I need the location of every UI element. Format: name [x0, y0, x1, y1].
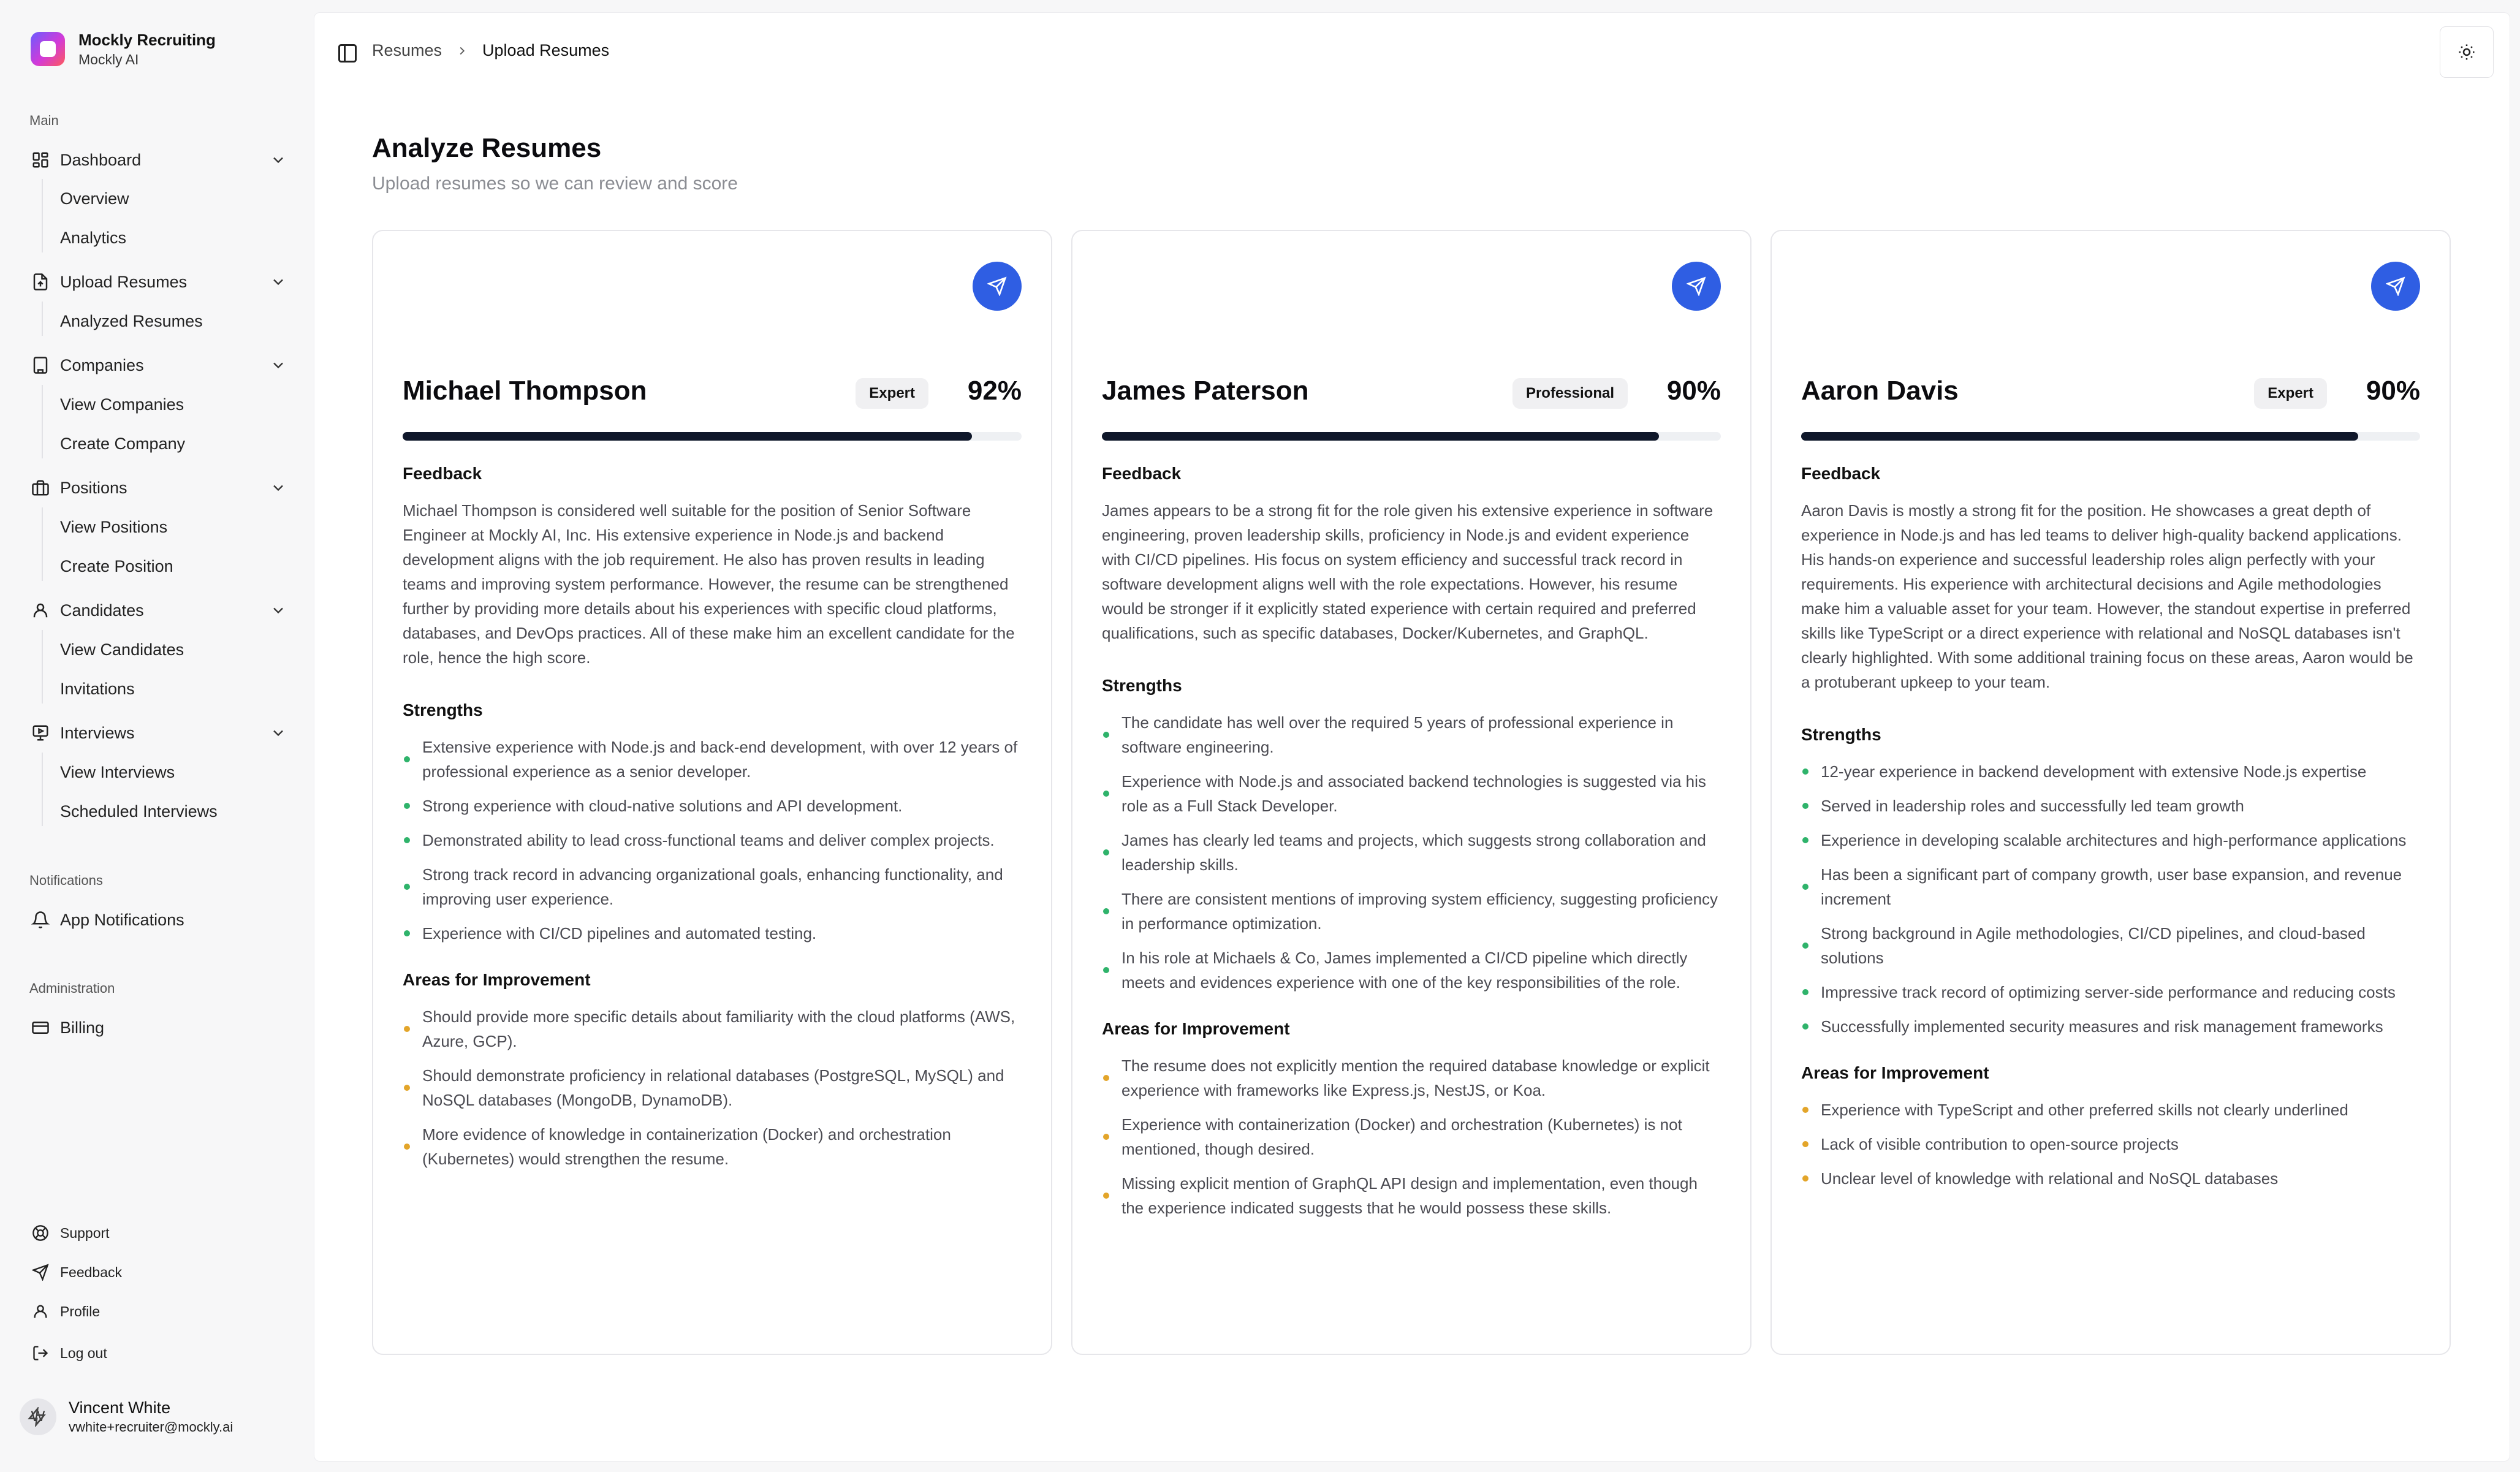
- feedback-heading: Feedback: [1102, 464, 1182, 483]
- improvement-item: Missing explicit mention of GraphQL API design and implementation, even though the experience indicated suggests that he would possess these skills.: [1102, 1171, 1721, 1220]
- sidebar-subitem-view-positions[interactable]: View Positions: [60, 518, 168, 536]
- send-icon: [987, 276, 1007, 296]
- chevron-down-icon[interactable]: [270, 602, 287, 619]
- sidebar-item-label: Companies: [60, 355, 144, 374]
- feedback-label: Feedback: [60, 1264, 123, 1280]
- submenu-line: [42, 179, 43, 252]
- match-score: 90%: [1666, 376, 1721, 406]
- strength-item: Impressive track record of optimizing server-side performance and reducing costs: [1801, 980, 2420, 1004]
- breadcrumb-resumes[interactable]: Resumes: [372, 41, 442, 59]
- improvements-list: [1801, 1098, 2420, 1191]
- send-icon: [29, 1261, 51, 1283]
- sidebar-feedback-link[interactable]: [29, 1260, 122, 1284]
- strengths-list: [403, 735, 1022, 946]
- send-button[interactable]: [973, 262, 1022, 311]
- strength-item: Strong background in Agile methodologies, CI/CD pipelines, and cloud-based solutions: [1801, 921, 2420, 970]
- card-content: [403, 464, 1022, 1181]
- chevron-down-icon[interactable]: [270, 724, 287, 742]
- improvement-item: Experience with TypeScript and other preferred skills not clearly underlined: [1801, 1098, 2420, 1122]
- users-icon: [29, 599, 51, 621]
- sidebar-item-label: Billing: [60, 1018, 105, 1037]
- main-panel: [314, 12, 2510, 1462]
- match-score: 92%: [967, 376, 1022, 406]
- page-subtitle: Upload resumes so we can review and score: [372, 173, 738, 194]
- strength-item: Experience in developing scalable architectures and high-performance applications: [1801, 828, 2420, 852]
- improvement-item: Should provide more specific details about familiarity with the cloud platforms (AWS, Azure, GCP).: [403, 1004, 1022, 1053]
- score-progress-bar: [1801, 432, 2420, 441]
- submenu-line: [42, 507, 43, 581]
- strength-item: There are consistent mentions of improving system efficiency, suggesting proficiency in performance optimization.: [1102, 887, 1721, 936]
- profile-label: Profile: [60, 1303, 101, 1319]
- bell-ring-icon: [29, 909, 51, 931]
- sidebar: [0, 0, 313, 1472]
- sidebar-subitem-view-companies[interactable]: View Companies: [60, 395, 184, 414]
- score-progress-fill: [1801, 432, 2358, 441]
- score-progress-fill: [1102, 432, 1659, 441]
- brand-logo-icon: [31, 32, 65, 66]
- improvement-heading: Areas for Improvement: [1801, 1063, 1989, 1082]
- sidebar-item-interviews[interactable]: [29, 717, 287, 749]
- life-buoy-icon: [29, 1222, 51, 1244]
- sidebar-item-positions[interactable]: [29, 472, 287, 504]
- strength-item: In his role at Michaels & Co, James implemented a CI/CD pipeline which directly meets and evidences experience with one of the key responsibilities of the role.: [1102, 946, 1721, 995]
- improvement-item: Should demonstrate proficiency in relational databases (PostgreSQL, MySQL) and NoSQL databases (MongoDB, DynamoDB).: [403, 1063, 1022, 1112]
- improvement-item: More evidence of knowledge in containerization (Docker) and orchestration (Kubernetes) would strengthen the resume.: [403, 1122, 1022, 1171]
- feedback-heading: Feedback: [1801, 464, 1881, 483]
- send-icon: [2386, 276, 2405, 296]
- chevron-down-icon[interactable]: [270, 357, 287, 374]
- submenu-line: [42, 302, 43, 336]
- sidebar-subitem-view-interviews[interactable]: View Interviews: [60, 763, 175, 781]
- sidebar-subitem-scheduled-interviews[interactable]: Scheduled Interviews: [60, 802, 218, 821]
- feedback-text: Aaron Davis is mostly a strong fit for the position. He showcases a great depth of experience in Node.js and has led teams to deliver high-quality backend applications. His hands-on experience and successful leadership roles align perfectly with your requirements. His experience with architectural decisions and Agile methodologies make him a valuable asset for your team. However, the standout expertise in preferred skills like TypeScript or a direct experience with relational and NoSQL databases isn't clearly highlighted. With some additional training focus on these areas, Aaron would be a protuberant upkeep to your team.: [1801, 501, 2413, 691]
- improvement-heading: Areas for Improvement: [1102, 1019, 1290, 1038]
- improvement-heading: Areas for Improvement: [403, 970, 591, 989]
- zap-icon: [27, 1407, 47, 1427]
- user-profile[interactable]: [20, 1397, 233, 1436]
- top-bar: [314, 13, 2510, 93]
- sidebar-logout-link[interactable]: [29, 1341, 107, 1365]
- file-upload-icon: [29, 271, 51, 293]
- submenu-line: [42, 385, 43, 458]
- strength-item: Strong experience with cloud-native solutions and API development.: [403, 794, 1022, 818]
- sidebar-profile-link[interactable]: [29, 1299, 100, 1324]
- improvement-item: Unclear level of knowledge with relational and NoSQL databases: [1801, 1166, 2420, 1191]
- building-icon: [29, 354, 51, 376]
- strengths-heading: Strengths: [1102, 676, 1182, 695]
- level-badge: Expert: [2254, 378, 2327, 409]
- credit-card-icon: [29, 1017, 51, 1039]
- score-progress-bar: [403, 432, 1022, 441]
- send-icon: [1687, 276, 1706, 296]
- sidebar-item-candidates[interactable]: [29, 594, 287, 626]
- sidebar-subitem-create-company[interactable]: Create Company: [60, 434, 186, 453]
- strengths-list: [1102, 710, 1721, 995]
- improvements-list: [403, 1004, 1022, 1171]
- score-progress-fill: [403, 432, 972, 441]
- user-icon: [29, 1300, 51, 1322]
- logout-label: Log out: [60, 1345, 107, 1361]
- chevron-down-icon[interactable]: [270, 479, 287, 496]
- sidebar-subitem-analytics[interactable]: Analytics: [60, 229, 127, 247]
- candidate-name: Michael Thompson: [403, 376, 647, 406]
- strength-item: Has been a significant part of company growth, user base expansion, and revenue increment: [1801, 862, 2420, 911]
- strength-item: Served in leadership roles and successfully led team growth: [1801, 794, 2420, 818]
- sidebar-subitem-analyzed-resumes[interactable]: Analyzed Resumes: [60, 312, 203, 330]
- feedback-text: Michael Thompson is considered well suitable for the position of Senior Software Engineer at Mockly AI, Inc. His extensive experience in Node.js and backend development aligns with the job requirement. He also has proven results in leading teams and improving system performance. However, the resume can be strengthened further by providing more details about his experiences with specific cloud platforms, databases, and DevOps practices. All of these make him an excellent candidate for the role, hence the high score.: [403, 501, 1015, 667]
- strength-item: Extensive experience with Node.js and back-end development, with over 12 years of professional experience as a senior developer.: [403, 735, 1022, 784]
- sidebar-support-link[interactable]: [29, 1221, 110, 1245]
- sidebar-item-label: App Notifications: [60, 910, 184, 929]
- sidebar-item-app-notifications[interactable]: [29, 904, 287, 936]
- resume-card: [1071, 230, 1751, 1355]
- user-email: vwhite+recruiter@mockly.ai: [69, 1419, 233, 1435]
- submenu-line: [42, 630, 43, 704]
- resume-card: [372, 230, 1052, 1355]
- sidebar-item-billing[interactable]: [29, 1012, 287, 1044]
- chevron-down-icon[interactable]: [270, 151, 287, 169]
- chevron-right-icon: [455, 44, 469, 58]
- breadcrumb: [372, 41, 609, 60]
- section-label-main: Main: [29, 113, 59, 128]
- sidebar-subitem-overview[interactable]: Overview: [60, 189, 129, 208]
- strength-item: Experience with CI/CD pipelines and automated testing.: [403, 921, 1022, 946]
- card-content: [1801, 464, 2420, 1201]
- improvement-item: The resume does not explicitly mention the required database knowledge or explicit experience with frameworks like Express.js, NestJS, or Koa.: [1102, 1053, 1721, 1102]
- improvement-item: Lack of visible contribution to open-source projects: [1801, 1132, 2420, 1156]
- sidebar-subitem-invitations[interactable]: Invitations: [60, 680, 135, 698]
- send-button[interactable]: [2371, 262, 2420, 311]
- page-title: Analyze Resumes: [372, 133, 602, 163]
- brand-title: Mockly Recruiting: [78, 31, 216, 49]
- section-label-notifications: Notifications: [29, 873, 103, 888]
- strength-item: The candidate has well over the required 5 years of professional experience in software engineering.: [1102, 710, 1721, 759]
- improvement-item: Experience with containerization (Docker) and orchestration (Kubernetes) is not mentioned, though desired.: [1102, 1112, 1721, 1161]
- user-name: Vincent White: [69, 1398, 171, 1417]
- theme-toggle-button[interactable]: [2440, 26, 2494, 78]
- brand-subtitle: Mockly AI: [78, 51, 139, 67]
- briefcase-icon: [29, 477, 51, 499]
- sidebar-toggle-icon[interactable]: [336, 42, 359, 64]
- strength-item: Strong track record in advancing organizational goals, enhancing functionality, and improving user experience.: [403, 862, 1022, 911]
- sidebar-item-dashboard[interactable]: [29, 144, 287, 176]
- avatar: [20, 1398, 56, 1435]
- submenu-line: [42, 753, 43, 826]
- resume-card: [1770, 230, 2451, 1355]
- strengths-heading: Strengths: [403, 700, 483, 719]
- strength-item: Successfully implemented security measures and risk management frameworks: [1801, 1014, 2420, 1039]
- sidebar-item-label: Candidates: [60, 601, 144, 620]
- candidate-name: Aaron Davis: [1801, 376, 1959, 406]
- presentation-icon: [29, 722, 51, 744]
- strength-item: James has clearly led teams and projects, which suggests strong collaboration and leadership skills.: [1102, 828, 1721, 877]
- log-out-icon: [29, 1342, 51, 1364]
- layout-grid-icon: [29, 149, 51, 171]
- match-score: 90%: [2366, 376, 2420, 406]
- brand[interactable]: [31, 29, 216, 69]
- level-badge: Expert: [856, 378, 928, 409]
- sidebar-item-label: Upload Resumes: [60, 272, 188, 291]
- strengths-heading: Strengths: [1801, 725, 1881, 744]
- sun-icon: [2457, 43, 2476, 61]
- strength-item: Demonstrated ability to lead cross-functional teams and deliver complex projects.: [403, 828, 1022, 852]
- feedback-heading: Feedback: [403, 464, 482, 483]
- feedback-text: James appears to be a strong fit for the role given his extensive experience in software engineering, proven leadership skills, proficiency in Node.js and evident experience with CI/CD pipelines. His focus on system efficiency and successful track record in software development aligns well with the role expectations. However, his resume would be stronger if it explicitly stated experience with certain required and preferred qualifications, such as specific databases, Docker/Kubernetes, and GraphQL.: [1102, 501, 1714, 642]
- strengths-list: [1801, 759, 2420, 1039]
- sidebar-item-label: Positions: [60, 478, 127, 497]
- improvements-list: [1102, 1053, 1721, 1220]
- sidebar-subitem-view-candidates[interactable]: View Candidates: [60, 640, 184, 659]
- sidebar-item-companies[interactable]: [29, 349, 287, 381]
- breadcrumb-current: Upload Resumes: [482, 41, 610, 59]
- strength-item: 12-year experience in backend development with extensive Node.js expertise: [1801, 759, 2420, 784]
- send-button[interactable]: [1672, 262, 1721, 311]
- section-label-administration: Administration: [29, 981, 115, 996]
- level-badge: Professional: [1512, 378, 1628, 409]
- strength-item: Experience with Node.js and associated backend technologies is suggested via his role as a Full Stack Developer.: [1102, 769, 1721, 818]
- avatar-initials: W: [31, 1408, 45, 1425]
- score-progress-bar: [1102, 432, 1721, 441]
- sidebar-subitem-create-position[interactable]: Create Position: [60, 557, 173, 575]
- support-label: Support: [60, 1224, 110, 1241]
- sidebar-item-label: Dashboard: [60, 150, 142, 169]
- card-content: [1102, 464, 1721, 1230]
- candidate-name: James Paterson: [1102, 376, 1309, 406]
- sidebar-item-label: Interviews: [60, 723, 135, 742]
- sidebar-item-upload-resumes[interactable]: [29, 266, 287, 298]
- chevron-down-icon[interactable]: [270, 273, 287, 290]
